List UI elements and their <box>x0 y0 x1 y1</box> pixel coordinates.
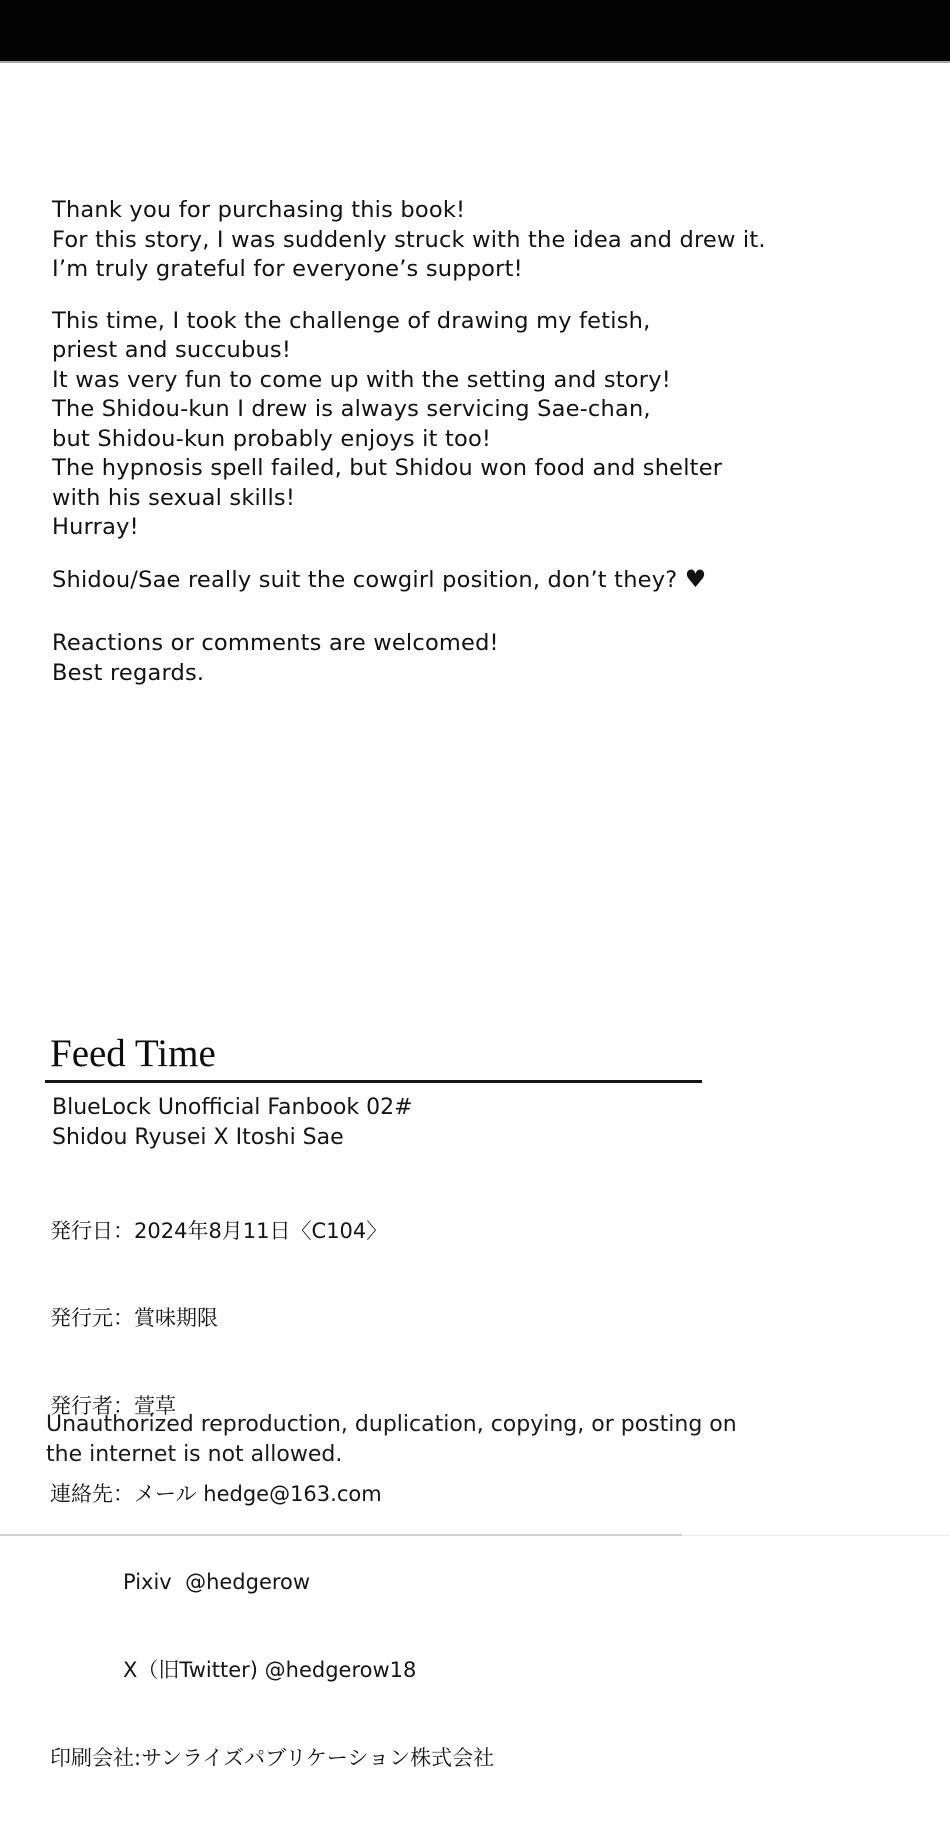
afterword-paragraph-thanks <box>52 196 902 285</box>
afterword-line: Reactions or comments are welcomed! <box>52 630 499 656</box>
heart-icon: ♥ <box>684 564 707 593</box>
contact-email-line: 連絡先：メール hedge@163.com <box>50 1482 382 1507</box>
pairing-label: Shidou Ryusei X Itoshi Sae <box>52 1124 344 1150</box>
copyright-line: Unauthorized reproduction, duplication, copying, or posting on <box>46 1412 737 1437</box>
publisher-line: 発行元：賞味期限 <box>50 1306 218 1331</box>
afterword-paragraph-story <box>52 307 902 543</box>
colophon-details-block <box>50 1158 494 1832</box>
publish-date-line: 発行日：2024年8月11日〈C104〉 <box>50 1218 388 1243</box>
afterword-line: with his sexual skills! <box>52 484 296 511</box>
afterword-line: Best regards. <box>52 659 205 686</box>
afterword-line: It was very fun to come up with the setting and story! <box>52 366 671 393</box>
afterword-line: priest and succubus! <box>52 337 292 363</box>
afterword-line: The Shidou-kun I drew is always servicing Sae-chan, <box>52 396 651 422</box>
afterword-paragraph-regards <box>52 629 902 688</box>
colophon-title: Feed Time <box>50 1032 216 1075</box>
copyright-notice <box>46 1410 906 1470</box>
top-black-scan-bar <box>0 0 950 63</box>
printer-line: 印刷会社:サンライズパブリケーション株式会社 <box>50 1745 495 1770</box>
afterword-line: Thank you for purchasing this book! <box>52 197 466 223</box>
afterword-line: This time, I took the challenge of drawing my fetish, <box>52 307 651 334</box>
afterword-line: Hurray! <box>52 514 139 540</box>
afterword-paragraph-cowgirl <box>52 565 902 596</box>
colophon-divider-rule <box>45 1080 702 1083</box>
colophon-subtitle-block <box>52 1093 413 1152</box>
afterword-text-block <box>52 196 902 688</box>
afterword-line: I’m truly grateful for everyone’s support! <box>52 256 523 282</box>
contact-pixiv-line: Pixiv @hedgerow <box>123 1570 311 1595</box>
contact-twitter-line: X（旧Twitter) @hedgerow18 <box>123 1658 417 1683</box>
copyright-line: the internet is not allowed. <box>46 1442 343 1467</box>
afterword-line: but Shidou-kun probably enjoys it too! <box>52 425 492 452</box>
bottom-scan-edge <box>0 1534 682 1536</box>
author-line: 発行者：萱草 <box>50 1394 176 1419</box>
afterword-line: The hypnosis spell failed, but Shidou won food and shelter <box>52 455 723 481</box>
fanbook-series-label: BlueLock Unofficial Fanbook 02# <box>52 1095 413 1120</box>
afterword-line: Shidou/Sae really suit the cowgirl position, don’t they? <box>52 566 685 593</box>
afterword-line: For this story, I was suddenly struck with the idea and drew it. <box>52 226 766 253</box>
